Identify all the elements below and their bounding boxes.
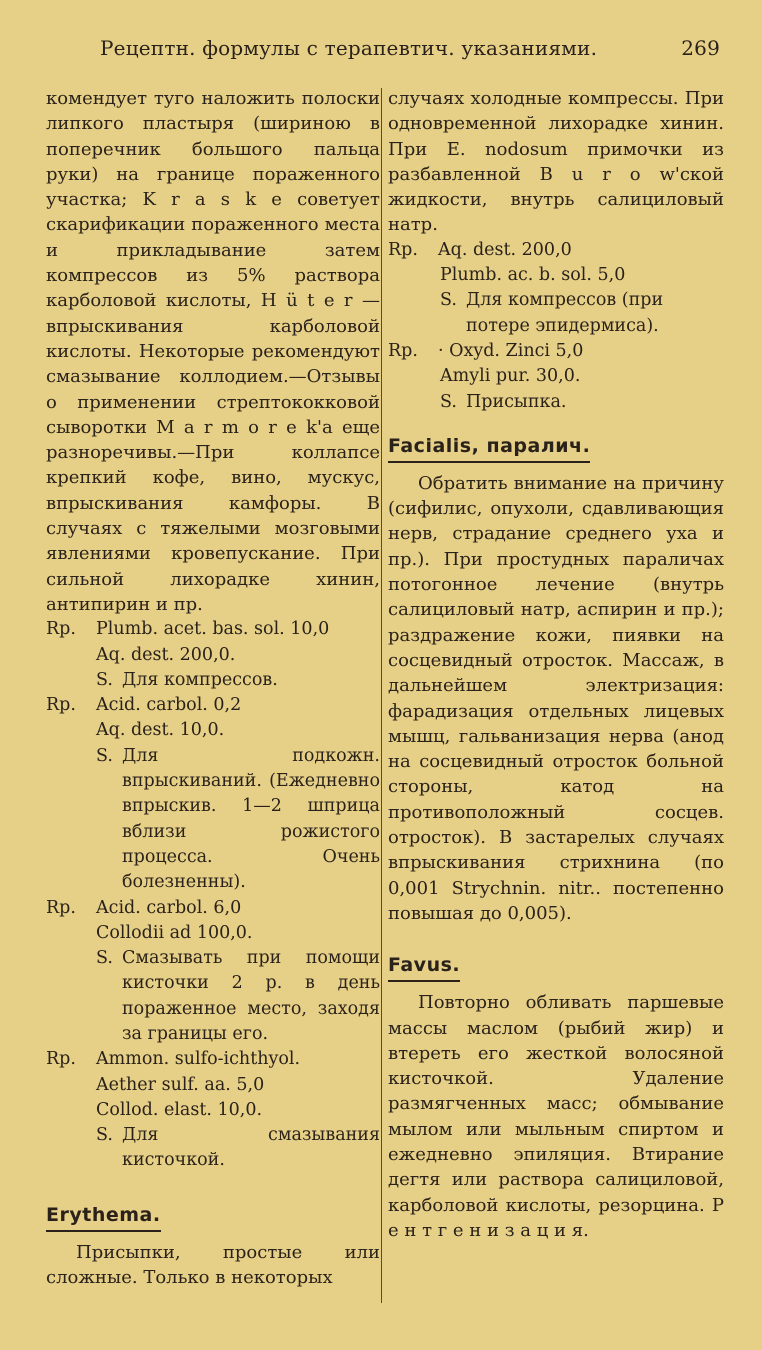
section-heading-facialis: Facialis, паралич. — [388, 434, 591, 457]
signa-text: Для подкожн. впрыскиваний. (Ежедневно впрыскив. 1—2 шприца вблизи рожистого процесса. Очень болезненны). — [122, 745, 380, 893]
left-column — [46, 86, 380, 1290]
ingredient: Collodii ad 100,0. — [96, 922, 253, 943]
section-heading-favus: Favus. — [388, 954, 461, 977]
page-number: 269 — [681, 36, 720, 60]
prescription — [46, 617, 380, 693]
signa-label: S. — [440, 290, 457, 311]
ingredient: Aq. dest. 200,0. — [96, 644, 236, 665]
paragraph: Повторно обливать паршевые массы маслом (рыбий жир) и втереть его жесткой волосяной кисточкой. Удаление размягченных масс; обмывание мылом или мыльным спиртом и ежедневно эпиляция. Втирание дегтя или раствора салициловой, карболовой кислоты, резорцина. Р е н т г е н и з а ц и я. — [388, 992, 724, 1241]
paragraph: случаях холодные компрессы. При одновременной лихорадке хинин. При E. nodosum примочки из разбавленной B u r o w'ской жидкости, внутрь салициловый натр. — [388, 88, 724, 236]
ingredient: Aq. dest. 200,0 — [438, 239, 572, 260]
signa-label: S. — [96, 669, 113, 690]
paragraph: комендует туго наложить полоски липкого пластыря (шириною в поперечник большого пальца руки) на границе пораженного участка; K r a s k e советует скарификации пораженного места и прикладывание затем компрессов из 5% раствора карболовой кислоты, H ü t e r — впрыскивания карболовой кислоты. Некоторые рекомендуют смазывание коллодием.—Отзывы о применении стрептококковой сыворотки M a r m o r e k'a еще разноречивы.—При коллапсе крепкий кофе, вино, мускус, впрыскивания камфоры. В случаях с тяжелыми мозговыми явлениями кровепускание. При сильной лихорадке хинин, антипирин и пр. — [46, 88, 380, 615]
signa-text: Присыпка. — [466, 391, 567, 412]
section-heading-block — [46, 1202, 161, 1240]
heading-underline — [388, 461, 590, 463]
ingredient: · Oxyd. Zinci 5,0 — [438, 340, 584, 361]
rp-label: Rp. — [46, 695, 76, 716]
prescription — [388, 238, 724, 339]
section-heading-block — [388, 952, 460, 990]
column-divider — [381, 88, 382, 1303]
ingredient: Collod. elast. 10,0. — [96, 1099, 263, 1120]
signa-text: Для смазывания кисточкой. — [122, 1125, 380, 1171]
right-column — [388, 86, 724, 1243]
rp-label: Rp. — [46, 619, 76, 640]
heading-underline — [46, 1230, 161, 1232]
signa-text: Для компрессов. — [122, 669, 278, 690]
ingredient: Aether sulf. aa. 5,0 — [96, 1074, 265, 1095]
ingredient: Acid. carbol. 0,2 — [96, 695, 242, 716]
signa-label: S. — [96, 1125, 113, 1146]
ingredient: Acid. carbol. 6,0 — [96, 897, 242, 918]
ingredient: Plumb. ac. b. sol. 5,0 — [440, 265, 626, 286]
section-heading-erythema: Erythema. — [46, 1203, 161, 1226]
header-title: Рецептн. формулы с терапевтич. указаниями. — [100, 36, 598, 60]
rp-label: Rp. — [46, 897, 76, 918]
prescription — [46, 1047, 380, 1173]
signa-text: Смазывать при помощи кисточки 2 р. в день пораженное место, заходя за границы его. — [122, 948, 380, 1044]
ingredient: Plumb. acet. bas. sol. 10,0 — [96, 619, 330, 640]
running-header — [100, 36, 720, 60]
prescription — [388, 339, 724, 415]
paragraph: Обратить внимание на причину (сифилис, опухоли, сдавливающия нерв, страдание среднего уха и пр.). При простудных параличах потогонное лечение (внутрь салициловый натр, аспирин и пр.); раздражение кожи, пиявки на сосцевидный отросток. Массаж, в дальнейшем электризация: фарадизация отдельных лицевых мышц, гальванизация нерва (анод на сосцевидный отросток больной стороны, катод на противоположный сосцев. отросток). В застарелых случаях впрыскивания стрихнина (по 0,001 Strychnin. nitr.. постепенно повышая до 0,005). — [388, 472, 724, 924]
paragraph: Присыпки, простые или сложные. Только в некоторых — [46, 1241, 380, 1289]
rp-label: Rp. — [388, 340, 418, 361]
ingredient: Aq. dest. 10,0. — [96, 720, 225, 741]
ingredient: Amyli pur. 30,0. — [440, 366, 581, 387]
prescription — [46, 693, 380, 895]
signa-label: S. — [96, 745, 113, 766]
ingredient: Ammon. sulfo-ichthyol. — [96, 1049, 301, 1070]
signa-label: S. — [96, 948, 113, 969]
rp-label: Rp. — [388, 239, 418, 260]
prescription — [46, 896, 380, 1048]
section-heading-block — [388, 433, 590, 471]
signa-text: Для компрессов (при потере эпидермиса). — [466, 290, 664, 336]
rp-label: Rp. — [46, 1049, 76, 1070]
heading-underline — [388, 980, 460, 982]
signa-label: S. — [440, 391, 457, 412]
